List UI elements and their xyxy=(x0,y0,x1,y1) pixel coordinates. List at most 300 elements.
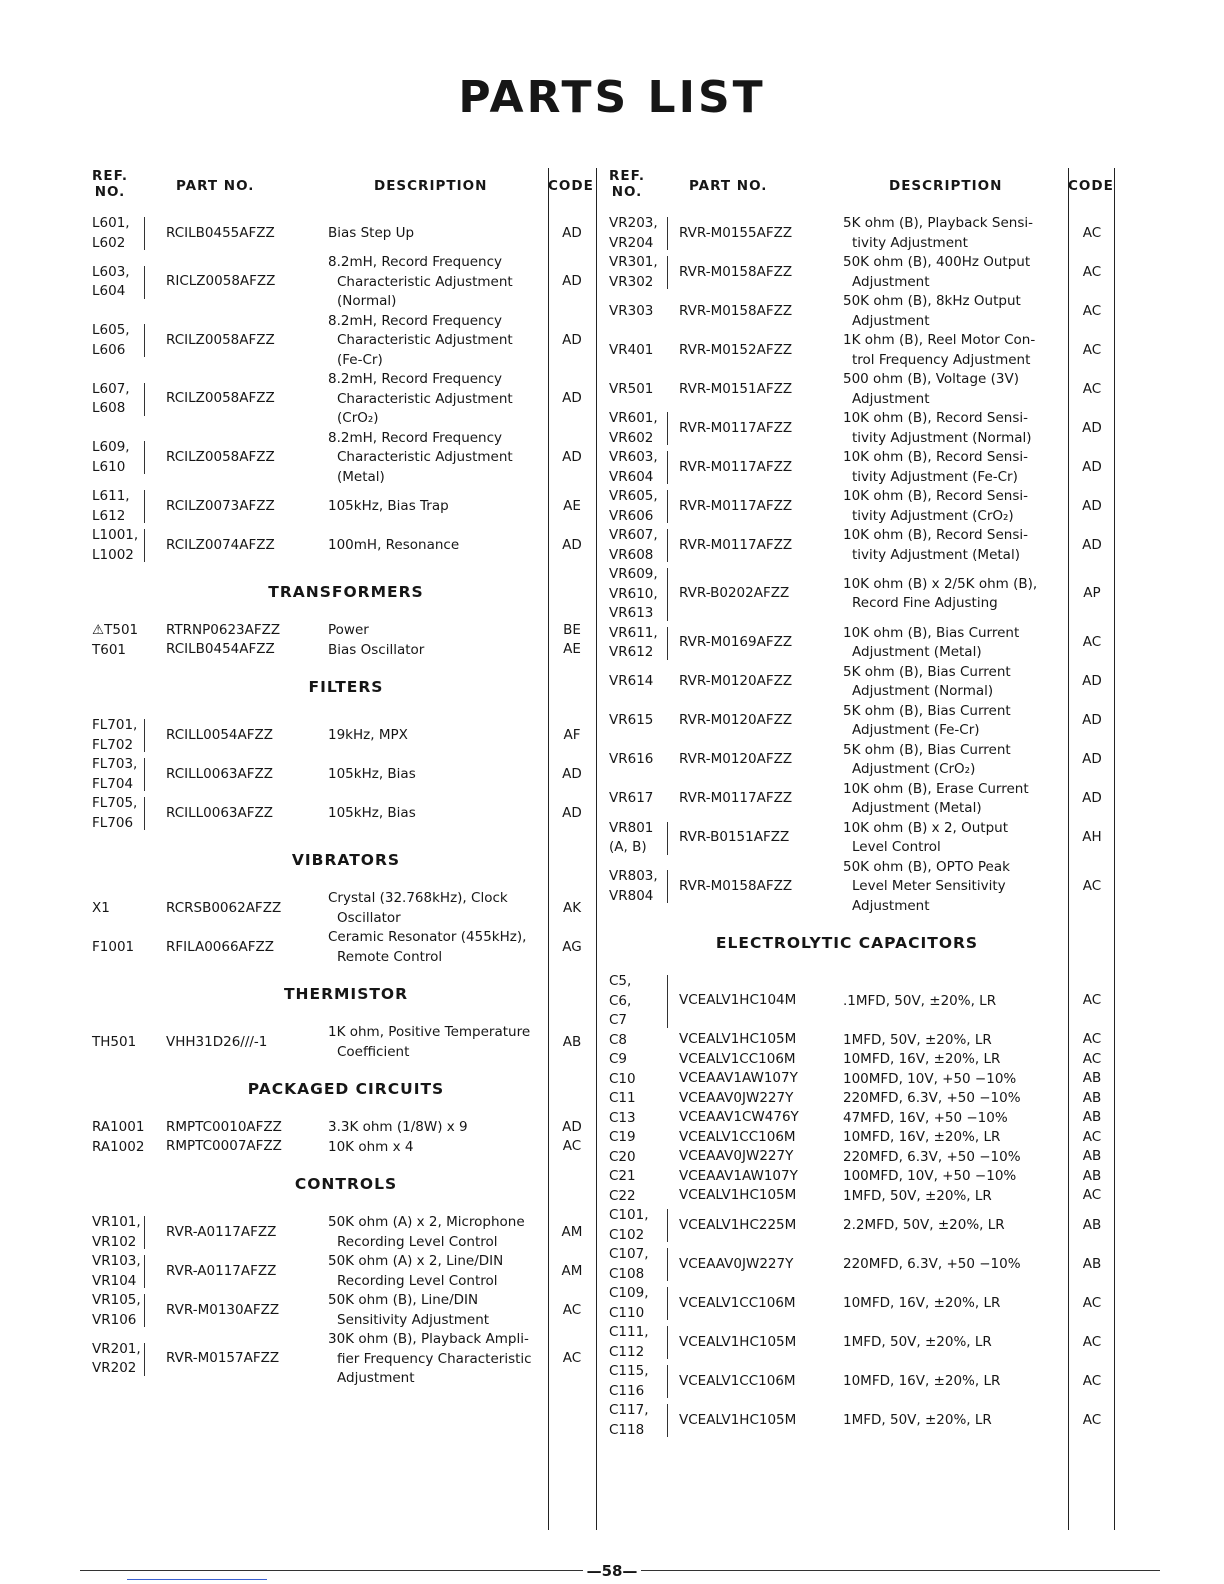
part-number: RVR-M0120AFZZ xyxy=(679,751,793,767)
part-row xyxy=(597,1050,1115,1070)
part-row xyxy=(597,1245,1115,1284)
part-code: AC xyxy=(1082,1372,1102,1389)
ref-bracket xyxy=(665,412,668,445)
part-ref-line: C111, xyxy=(609,1324,649,1340)
part-row xyxy=(597,331,1115,370)
part-code: AC xyxy=(1082,1294,1102,1311)
part-code: AB xyxy=(1082,1109,1102,1126)
part-code: AM xyxy=(561,1223,583,1240)
part-description xyxy=(843,253,1067,292)
part-ref xyxy=(609,1187,636,1207)
part-code: AC xyxy=(1082,877,1102,894)
description-line: tivity Adjustment (CrO₂) xyxy=(852,507,1014,524)
part-description xyxy=(328,804,548,824)
ref-bracket xyxy=(142,383,145,416)
part-code: AD xyxy=(1082,536,1102,553)
part-description xyxy=(328,312,548,371)
part-ref xyxy=(92,794,137,833)
description-line: Adjustment xyxy=(852,273,930,290)
part-number: VCEAAV1AW107Y xyxy=(679,1167,798,1184)
part-ref-line: VR201, xyxy=(92,1340,141,1357)
part-ref xyxy=(609,750,653,770)
part-ref xyxy=(609,711,653,731)
description-line: 8.2mH, Record Frequency xyxy=(328,371,503,387)
part-number: RVR-A0117AFZZ xyxy=(166,1262,277,1279)
part-ref-line: C20 xyxy=(609,1148,636,1165)
part-row xyxy=(76,1330,596,1389)
part-ref-line: VR609, xyxy=(609,566,658,582)
part-description xyxy=(843,624,1067,663)
part-row xyxy=(76,429,596,488)
part-ref xyxy=(92,1138,144,1158)
description-line: 1K ohm (B), Reel Motor Con- xyxy=(843,332,1036,348)
description-line: 1MFD, 50V, ±20%, LR xyxy=(843,1187,992,1204)
part-ref-line: L604 xyxy=(92,283,126,300)
part-row xyxy=(597,624,1115,663)
part-ref-line: L1001, xyxy=(92,527,139,543)
description-line: Adjustment (Normal) xyxy=(852,683,994,699)
ref-bracket xyxy=(142,1343,145,1376)
part-description xyxy=(843,1167,1067,1187)
ref-bracket xyxy=(665,451,668,484)
ref-bracket xyxy=(665,529,668,562)
part-row xyxy=(597,1070,1115,1090)
ref-bracket xyxy=(665,1248,668,1281)
header-ref-line: NO. xyxy=(94,184,126,200)
part-description xyxy=(328,889,548,928)
part-code: AD xyxy=(1082,790,1102,806)
part-code: AC xyxy=(1082,302,1102,319)
part-description xyxy=(843,780,1067,819)
part-description xyxy=(328,1213,548,1252)
part-ref-line: RA1002 xyxy=(92,1138,145,1155)
part-description xyxy=(328,536,548,556)
description-line: Adjustment xyxy=(852,390,930,407)
part-description xyxy=(843,992,1067,1012)
description-line: Crystal (32.768kHz), Clock xyxy=(328,890,508,906)
description-line: 10K ohm (B), Record Sensi- xyxy=(843,449,1028,465)
description-line: Recording Level Control xyxy=(337,1272,498,1289)
part-description xyxy=(328,1330,548,1389)
description-line: 10K ohm (B), Erase Current xyxy=(843,780,1029,797)
part-ref xyxy=(609,302,653,322)
right-parts-column xyxy=(597,168,1115,1530)
header-code: CODE xyxy=(548,178,594,194)
part-description xyxy=(843,1031,1067,1051)
part-ref xyxy=(609,1206,649,1245)
description-line: (Normal) xyxy=(337,293,397,309)
ref-bracket xyxy=(665,627,668,660)
part-ref-line: L609, xyxy=(92,439,130,456)
part-code: AD xyxy=(1082,673,1102,689)
part-ref-line: VR302 xyxy=(609,273,654,290)
part-row xyxy=(76,1291,596,1330)
part-number: RVR-M0117AFZZ xyxy=(679,419,793,436)
description-line: 10K ohm (B) x 2, Output xyxy=(843,819,1009,836)
part-ref-line: VR106 xyxy=(92,1311,137,1328)
part-ref-line: VR202 xyxy=(92,1360,137,1377)
part-ref-line: C8 xyxy=(609,1031,628,1048)
description-line: 10K ohm (B) x 2/5K ohm (B), xyxy=(843,575,1038,592)
part-description xyxy=(328,1252,548,1291)
part-description xyxy=(328,726,548,746)
description-line: 10MFD, 16V, ±20%, LR xyxy=(843,1051,1001,1067)
part-ref xyxy=(609,1401,649,1440)
header-ref xyxy=(609,168,645,200)
part-ref-line: C13 xyxy=(609,1109,636,1126)
part-ref-line: C108 xyxy=(609,1265,645,1282)
part-ref xyxy=(92,716,137,755)
part-ref-line: L601, xyxy=(92,215,130,231)
description-line: 1K ohm, Positive Temperature xyxy=(328,1024,531,1040)
part-description xyxy=(843,858,1067,917)
part-ref xyxy=(92,487,130,526)
part-ref xyxy=(609,1050,627,1070)
part-row xyxy=(597,526,1115,565)
part-code: AC xyxy=(1082,341,1102,358)
part-row xyxy=(76,253,596,312)
part-number: VCEALV1CC106M xyxy=(679,1372,796,1389)
part-row xyxy=(76,1118,596,1138)
part-number: VCEAAV0JW227Y xyxy=(679,1255,794,1272)
description-line: Recording Level Control xyxy=(337,1233,498,1250)
part-ref xyxy=(609,253,658,292)
part-description xyxy=(843,702,1067,741)
part-ref xyxy=(609,565,658,624)
part-number: RVR-M0169AFZZ xyxy=(679,634,793,650)
part-ref xyxy=(609,1284,649,1323)
part-description xyxy=(843,1333,1067,1353)
part-row xyxy=(597,1323,1115,1362)
part-ref-line: L606 xyxy=(92,341,126,358)
description-line: Bias Step Up xyxy=(328,224,415,241)
ref-bracket xyxy=(142,1216,145,1249)
part-ref xyxy=(92,321,130,360)
part-ref xyxy=(609,789,653,809)
part-description xyxy=(328,1291,548,1330)
part-code: AD xyxy=(1082,458,1102,475)
ref-bracket xyxy=(142,529,145,562)
link-underline xyxy=(127,1579,267,1580)
part-row xyxy=(597,1031,1115,1051)
description-line: 50K ohm (B), 400Hz Output xyxy=(843,254,1031,270)
part-ref xyxy=(92,263,130,302)
part-description xyxy=(328,253,548,312)
part-number: RCILL0054AFZZ xyxy=(166,726,274,743)
part-description xyxy=(843,819,1067,858)
header-description: DESCRIPTION xyxy=(889,178,1003,194)
part-ref-line: C22 xyxy=(609,1187,636,1204)
part-ref-line: C11 xyxy=(609,1090,636,1106)
part-code: AD xyxy=(562,224,582,241)
description-line: Adjustment (Fe-Cr) xyxy=(852,722,980,738)
part-ref xyxy=(609,972,631,1031)
description-line: 10MFD, 16V, ±20%, LR xyxy=(843,1372,1001,1389)
description-line: 5K ohm (B), Bias Current xyxy=(843,663,1011,680)
ref-bracket xyxy=(665,256,668,289)
part-ref xyxy=(92,1033,136,1053)
part-code: AC xyxy=(1082,263,1102,280)
part-ref-line: VR601, xyxy=(609,410,658,426)
part-ref-line: FL704 xyxy=(92,775,134,792)
part-code: AC xyxy=(1082,1411,1102,1428)
part-row xyxy=(597,253,1115,292)
part-description xyxy=(328,497,548,517)
header-description: DESCRIPTION xyxy=(374,178,488,194)
description-line: Record Fine Adjusting xyxy=(852,595,998,612)
part-description xyxy=(328,224,548,244)
description-line: Adjustment (CrO₂) xyxy=(852,761,976,777)
part-ref-line: L603, xyxy=(92,263,130,280)
description-line: 50K ohm (A) x 2, Line/DIN xyxy=(328,1253,504,1269)
part-code: AB xyxy=(1082,1255,1102,1272)
part-number: VCEALV1HC105M xyxy=(679,1031,797,1048)
description-line: 8.2mH, Record Frequency xyxy=(328,312,503,329)
part-code: AC xyxy=(1082,634,1102,650)
part-row xyxy=(597,1187,1115,1207)
header-part-no: PART NO. xyxy=(689,178,768,194)
part-code: AM xyxy=(561,1262,583,1279)
ref-bracket xyxy=(142,266,145,299)
page-number: —58— xyxy=(0,1562,1224,1580)
part-ref-line: C6, xyxy=(609,992,632,1009)
description-line: trol Frequency Adjustment xyxy=(852,351,1031,368)
ref-bracket xyxy=(665,1209,668,1242)
description-line: Sensitivity Adjustment xyxy=(337,1311,490,1328)
part-ref xyxy=(609,1109,636,1129)
part-code: AC xyxy=(1082,1050,1102,1067)
description-line: 2.2MFD, 50V, ±20%, LR xyxy=(843,1216,1005,1233)
part-ref-line: VR613 xyxy=(609,605,654,621)
part-row xyxy=(76,1252,596,1291)
part-ref-line: FL701, xyxy=(92,717,138,733)
part-ref-line: VR612 xyxy=(609,644,654,660)
part-ref-line: L611, xyxy=(92,488,130,504)
ref-bracket xyxy=(665,870,668,903)
part-row xyxy=(76,214,596,253)
part-number: VCEAAV0JW227Y xyxy=(679,1148,794,1165)
part-ref-line: VR203, xyxy=(609,215,658,231)
part-ref-line: T601 xyxy=(92,641,127,658)
part-ref-line: VR303 xyxy=(609,302,654,319)
part-ref-line: C112 xyxy=(609,1343,645,1360)
section-heading: ELECTROLYTIC CAPACITORS xyxy=(715,934,979,952)
part-ref xyxy=(609,867,658,906)
part-ref xyxy=(92,1291,141,1330)
description-line: Power xyxy=(328,622,369,638)
part-row xyxy=(597,1401,1115,1440)
part-description xyxy=(843,1372,1067,1392)
part-ref-line: VR803, xyxy=(609,868,658,885)
part-ref xyxy=(609,1148,636,1168)
part-number: RVR-M0120AFZZ xyxy=(679,712,793,728)
part-code: AD xyxy=(562,273,582,290)
part-row xyxy=(597,1109,1115,1129)
part-number: RVR-M0151AFZZ xyxy=(679,380,793,397)
part-ref xyxy=(92,1118,144,1138)
part-ref xyxy=(609,526,658,565)
description-line: 5K ohm (B), Bias Current xyxy=(843,702,1011,719)
header-part-no: PART NO. xyxy=(176,178,255,194)
part-ref xyxy=(92,641,126,661)
part-ref-line: VR606 xyxy=(609,507,654,524)
description-line: fier Frequency Characteristic xyxy=(337,1350,532,1367)
section-heading: FILTERS xyxy=(308,678,384,696)
part-code: AB xyxy=(1082,1148,1102,1165)
part-code: AD xyxy=(1082,751,1102,767)
header-ref-line: NO. xyxy=(611,184,643,200)
section-heading: TRANSFORMERS xyxy=(268,583,424,601)
part-row xyxy=(76,716,596,755)
ref-bracket xyxy=(142,758,145,791)
description-line: 220MFD, 6.3V, +50 −10% xyxy=(843,1148,1021,1165)
part-number: RVR-M0158AFZZ xyxy=(679,877,793,894)
part-code: AD xyxy=(562,536,582,553)
description-line: 1MFD, 50V, ±20%, LR xyxy=(843,1411,992,1428)
part-code: AB xyxy=(1082,1216,1102,1233)
ref-bracket xyxy=(142,719,145,752)
part-ref-line: VR603, xyxy=(609,449,658,465)
part-ref-line: L607, xyxy=(92,380,130,397)
part-ref xyxy=(92,755,137,794)
part-description xyxy=(328,1118,548,1138)
header-ref xyxy=(92,168,128,200)
part-ref xyxy=(609,448,658,487)
part-code: AE xyxy=(563,641,581,658)
part-ref-line: VR102 xyxy=(92,1233,137,1250)
part-ref-line: L605, xyxy=(92,322,130,339)
part-number: RCILZ0058AFZZ xyxy=(166,390,275,407)
ref-bracket xyxy=(665,217,668,250)
part-number: VCEALV1HC105M xyxy=(679,1411,797,1428)
part-number: RTRNP0623AFZZ xyxy=(166,621,281,638)
description-line: 10MFD, 16V, ±20%, LR xyxy=(843,1294,1001,1311)
ref-bracket xyxy=(665,822,668,855)
part-description xyxy=(328,621,548,641)
part-number: VCEALV1CC106M xyxy=(679,1294,796,1311)
part-row xyxy=(597,1128,1115,1148)
part-row xyxy=(597,448,1115,487)
description-line: 10MFD, 16V, ±20%, LR xyxy=(843,1129,1001,1145)
part-number: RFILA0066AFZZ xyxy=(166,938,275,955)
part-description xyxy=(843,1050,1067,1070)
part-row xyxy=(597,292,1115,331)
part-number: RVR-B0202AFZZ xyxy=(679,585,790,602)
part-code: AE xyxy=(563,497,581,514)
part-description xyxy=(843,292,1067,331)
ref-bracket xyxy=(665,1287,668,1320)
part-number: VCEAAV1AW107Y xyxy=(679,1070,798,1087)
part-ref xyxy=(609,1362,649,1401)
description-line: 220MFD, 6.3V, +50 −10% xyxy=(843,1255,1021,1272)
part-description xyxy=(843,331,1067,370)
description-line: 220MFD, 6.3V, +50 −10% xyxy=(843,1090,1021,1106)
part-code: AH xyxy=(1082,829,1102,845)
part-number: RVR-M0152AFZZ xyxy=(679,341,793,358)
part-row xyxy=(76,621,596,641)
description-line: 105kHz, Bias xyxy=(328,765,416,782)
part-ref xyxy=(609,819,653,858)
part-row xyxy=(597,819,1115,858)
part-number: VCEALV1HC105M xyxy=(679,1333,797,1350)
part-number: VCEALV1HC225M xyxy=(679,1216,797,1233)
part-ref-line: C118 xyxy=(609,1421,645,1438)
part-ref-line: L612 xyxy=(92,507,126,524)
part-ref xyxy=(92,621,138,641)
part-number: VCEAAV1CW476Y xyxy=(679,1109,799,1126)
part-code: AC xyxy=(1082,992,1102,1009)
part-row xyxy=(597,741,1115,780)
description-line: 8.2mH, Record Frequency xyxy=(328,429,503,446)
part-ref-line: C101, xyxy=(609,1207,649,1223)
part-number: RCILL0063AFZZ xyxy=(166,804,274,821)
page-title: PARTS LIST xyxy=(458,72,766,123)
part-number: RCILZ0058AFZZ xyxy=(166,448,275,465)
part-ref-line: C116 xyxy=(609,1382,645,1399)
part-code: AC xyxy=(1082,380,1102,397)
part-number: VHH31D26///-1 xyxy=(166,1033,268,1050)
part-ref xyxy=(609,1070,636,1090)
left-parts-column xyxy=(76,168,596,1530)
part-description xyxy=(328,641,548,661)
part-ref-line: C115, xyxy=(609,1363,649,1379)
part-number: VCEALV1HC105M xyxy=(679,1187,797,1204)
part-ref-line: RA1001 xyxy=(92,1119,145,1135)
part-ref-line: VR616 xyxy=(609,751,654,768)
part-code: AD xyxy=(562,448,582,465)
header-ref-line: REF. xyxy=(609,168,645,184)
part-code: AD xyxy=(562,390,582,407)
part-description xyxy=(843,526,1067,565)
part-row xyxy=(76,755,596,794)
part-ref-line: VR501 xyxy=(609,380,654,397)
part-code: AC xyxy=(562,1350,582,1367)
part-number: RVR-A0117AFZZ xyxy=(166,1223,277,1240)
part-ref xyxy=(609,1089,636,1109)
description-line: tivity Adjustment xyxy=(852,234,968,251)
part-number: RVR-M0130AFZZ xyxy=(166,1301,280,1318)
description-line: 19kHz, MPX xyxy=(328,726,408,743)
part-code: AD xyxy=(1082,712,1102,728)
part-number: RVR-M0120AFZZ xyxy=(679,673,793,689)
ref-bracket xyxy=(665,1365,668,1398)
description-line: 100MFD, 10V, +50 −10% xyxy=(843,1168,1017,1184)
part-ref xyxy=(609,1323,649,1362)
part-row xyxy=(76,1213,596,1252)
part-code: AG xyxy=(562,938,582,955)
part-description xyxy=(328,765,548,785)
part-description xyxy=(843,448,1067,487)
part-number: VCEALV1CC106M xyxy=(679,1050,796,1067)
part-description xyxy=(843,1255,1067,1275)
part-code: AC xyxy=(562,1138,582,1155)
part-ref-line: VR610, xyxy=(609,585,658,602)
part-code: AD xyxy=(562,331,582,348)
part-ref-line: VR611, xyxy=(609,624,658,641)
part-number: RCILZ0074AFZZ xyxy=(166,536,275,553)
part-ref-line: VR105, xyxy=(92,1292,141,1308)
part-number: RVR-M0117AFZZ xyxy=(679,790,793,806)
description-line: Oscillator xyxy=(337,909,401,926)
part-row xyxy=(597,972,1115,1031)
part-ref xyxy=(609,487,658,526)
part-code: AC xyxy=(1082,1031,1102,1048)
part-ref xyxy=(92,526,138,565)
ref-bracket xyxy=(665,1326,668,1359)
part-ref xyxy=(609,1167,636,1187)
part-ref-line: L602 xyxy=(92,234,126,251)
part-row xyxy=(76,928,596,967)
